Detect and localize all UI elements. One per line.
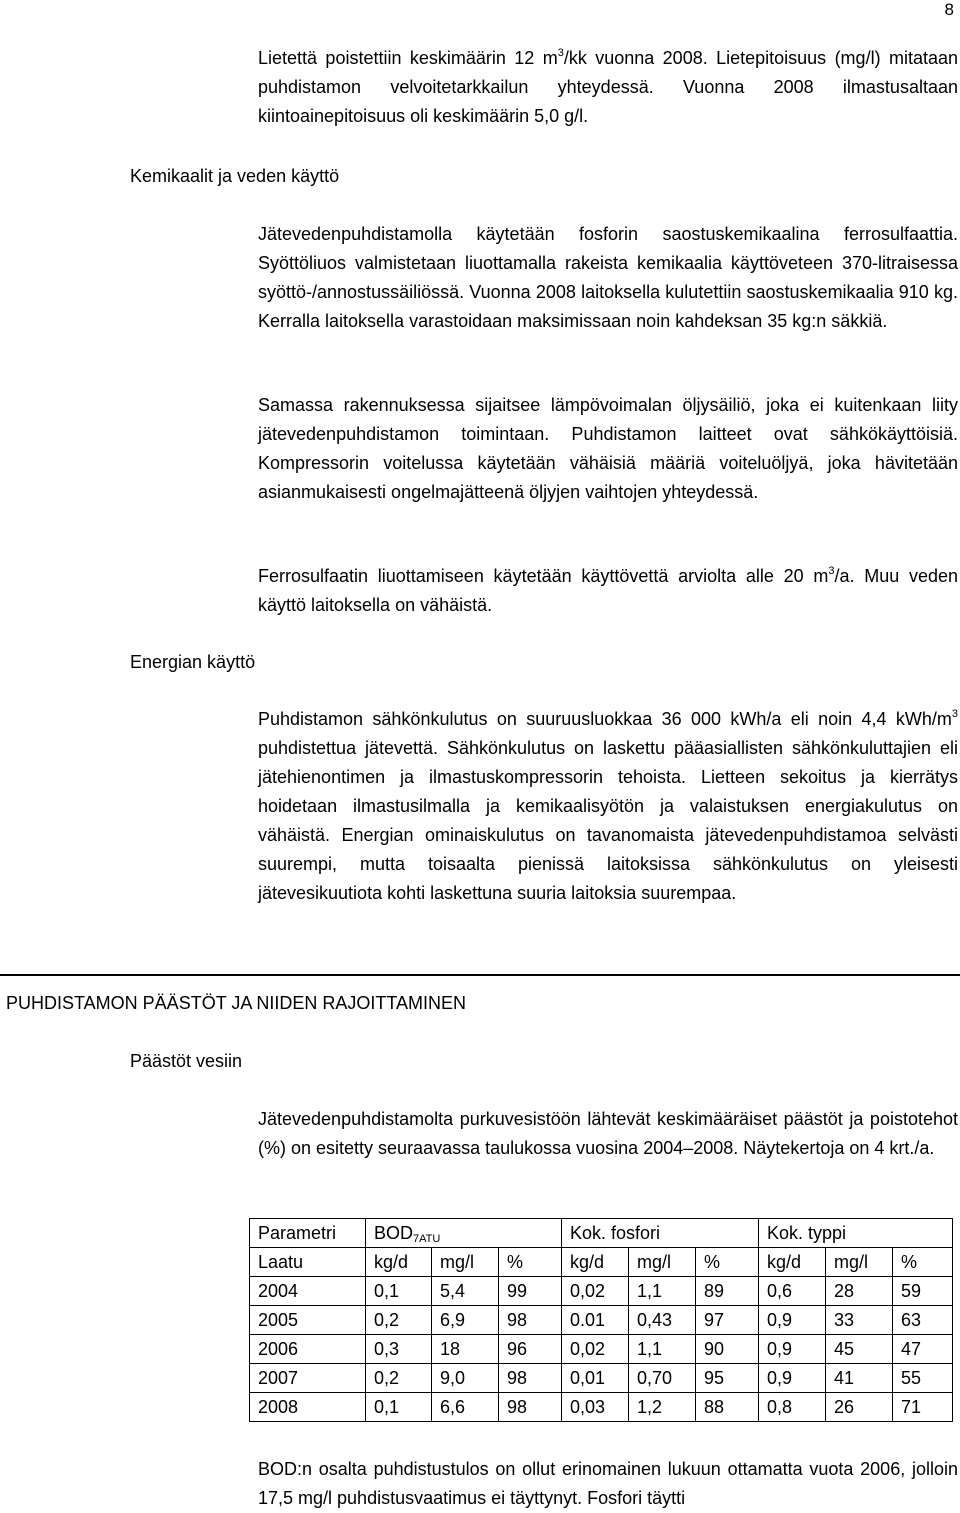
table-row bbox=[250, 1277, 953, 1306]
table-cell: 0,03 bbox=[562, 1393, 629, 1422]
table-cell: Laatu bbox=[250, 1248, 366, 1277]
table-cell: 9,0 bbox=[432, 1364, 499, 1393]
table-cell: 1,1 bbox=[629, 1277, 696, 1306]
table-row bbox=[250, 1335, 953, 1364]
chemicals-heading: Kemikaalit ja veden käyttö bbox=[130, 166, 340, 186]
table-cell: 0,43 bbox=[629, 1306, 696, 1335]
table-cell: 98 bbox=[499, 1393, 562, 1422]
table-cell: 0,6 bbox=[759, 1277, 826, 1306]
table-cell: 0,9 bbox=[759, 1335, 826, 1364]
table-cell: 0,70 bbox=[629, 1364, 696, 1393]
table-cell: 5,4 bbox=[432, 1277, 499, 1306]
table-cell: 0,9 bbox=[759, 1364, 826, 1393]
table-cell: 55 bbox=[893, 1364, 953, 1393]
table-cell: 0,2 bbox=[366, 1306, 432, 1335]
table-cell: 0,8 bbox=[759, 1393, 826, 1422]
table-cell: 99 bbox=[499, 1277, 562, 1306]
table-cell: 0,02 bbox=[562, 1277, 629, 1306]
table-cell: 28 bbox=[826, 1277, 893, 1306]
table-cell: 63 bbox=[893, 1306, 953, 1335]
chemicals-paragraph-2: Samassa rakennuksessa sijaitsee lämpövoimalan öljysäiliö, joka ei kuitenkaan liity jätevedenpuhdistamon toimintaan. Puhdistamon laitteet ovat sähkökäyttöisiä. Kompressorin voitelussa käytetään vähäisiä määriä voiteluöljyä, joka hävitetään asianmukaisesti ongelmajätteenä öljyjen vaihtojen yhteydessä. bbox=[258, 395, 958, 502]
table-cell: 71 bbox=[893, 1393, 953, 1422]
table-cell: 18 bbox=[432, 1335, 499, 1364]
header-parametri: Parametri bbox=[250, 1219, 366, 1248]
table-cell: 90 bbox=[696, 1335, 759, 1364]
table-cell: 26 bbox=[826, 1393, 893, 1422]
table-cell: mg/l bbox=[826, 1248, 893, 1277]
table-cell: % bbox=[499, 1248, 562, 1277]
table-cell: 0,02 bbox=[562, 1335, 629, 1364]
table-cell: 2004 bbox=[250, 1277, 366, 1306]
chemicals-paragraph-1: Jätevedenpuhdistamolla käytetään fosforin saostuskemikaalina ferrosulfaattia. Syöttöliuos valmistetaan liuottamalla rakeista kemikaalia käyttöveteen 370-litraisessa syöttö-/annostussäiliössä. Vuonna 2008 laitoksella kulutettiin saostuskemikaalia 910 kg. Kerralla laitoksella varastoidaan maksimissaan noin kahdeksan 35 kg:n säkkiä. bbox=[258, 224, 958, 331]
table-cell: mg/l bbox=[629, 1248, 696, 1277]
table-cell: 41 bbox=[826, 1364, 893, 1393]
table-header-row bbox=[250, 1219, 953, 1248]
table-cell: 0.01 bbox=[562, 1306, 629, 1335]
table-cell: % bbox=[696, 1248, 759, 1277]
table-cell: 0,9 bbox=[759, 1306, 826, 1335]
table-cell: 96 bbox=[499, 1335, 562, 1364]
section-divider bbox=[0, 974, 960, 976]
table-cell: 1,1 bbox=[629, 1335, 696, 1364]
chemicals-paragraph-3: Ferrosulfaatin liuottamiseen käytetään käyttövettä arviolta alle 20 $m^3/a$. Muu veden käyttö laitoksella on vähäistä. bbox=[258, 565, 958, 615]
main-heading: PUHDISTAMON PÄÄSTÖT JA NIIDEN RAJOITTAMINEN bbox=[6, 993, 467, 1013]
table-cell: 95 bbox=[696, 1364, 759, 1393]
table-cell: 0,3 bbox=[366, 1335, 432, 1364]
table-cell: kg/d bbox=[562, 1248, 629, 1277]
table-cell: 88 bbox=[696, 1393, 759, 1422]
emissions-table bbox=[249, 1218, 953, 1422]
table-cell: 2008 bbox=[250, 1393, 366, 1422]
table-cell: 6,6 bbox=[432, 1393, 499, 1422]
table-cell: 98 bbox=[499, 1364, 562, 1393]
table-cell: 33 bbox=[826, 1306, 893, 1335]
page-number: 8 bbox=[944, 0, 954, 19]
table-row bbox=[250, 1306, 953, 1335]
emissions-subheading: Päästöt vesiin bbox=[130, 1051, 243, 1071]
table-cell: 98 bbox=[499, 1306, 562, 1335]
table-row bbox=[250, 1393, 953, 1422]
table-row bbox=[250, 1364, 953, 1393]
emissions-intro: Jätevedenpuhdistamolta purkuvesistöön lähtevät keskimääräiset päästöt ja poistotehot (%) on esitetty seuraavassa taulukossa vuosina 2004–2008. Näytekertoja on 4 krt./a. bbox=[258, 1109, 958, 1158]
closing-paragraph: BOD:n osalta puhdistustulos on ollut erinomainen lukuun ottamatta vuota 2006, jolloin 17,5 mg/l puhdistusvaatimus ei täyttynyt. Fosfori täytti bbox=[258, 1459, 958, 1508]
table-cell: kg/d bbox=[366, 1248, 432, 1277]
table-cell: 2007 bbox=[250, 1364, 366, 1393]
table-cell: 0,1 bbox=[366, 1277, 432, 1306]
table-cell: 89 bbox=[696, 1277, 759, 1306]
energy-heading: Energian käyttö bbox=[130, 652, 256, 672]
sludge-paragraph: Lietettä poistettiin keskimäärin 12 $m^3/kk$ vuonna 2008. Lietepitoisuus (mg/l) mitataan puhdistamon velvoitetarkkailun yhteydessä. Vuonna 2008 ilmastusaltaan kiintoainepitoisuus oli keskimäärin 5,0 g/l. bbox=[258, 47, 958, 126]
table-unit-row bbox=[250, 1248, 953, 1277]
table-cell: 47 bbox=[893, 1335, 953, 1364]
table-cell: 59 bbox=[893, 1277, 953, 1306]
table-cell: 97 bbox=[696, 1306, 759, 1335]
table-cell: 0,2 bbox=[366, 1364, 432, 1393]
table-cell: 45 bbox=[826, 1335, 893, 1364]
table-cell: mg/l bbox=[432, 1248, 499, 1277]
energy-paragraph: Puhdistamon sähkönkulutus on suuruusluokkaa 36 000 kWh/a eli noin 4,4 kWh/$m^3$ puhdistettua jätevettä. Sähkönkulutus on laskettu pääasiallisten sähkönkuluttajien eli jätehienontimen ja ilmastuskompressorin tehoista. Lietteen sekoitus ja kierrätys hoidetaan ilmastusilmalla ja kemikaalisyötön ja valaistuksen energiakulutus on vähäistä. Energian ominaiskulutus on tavanomaista jätevedenpuhdistamoa selvästi suurempi, mutta toisaalta pienissä laitoksissa sähkönkulutus on yleisesti jätevesikuutiota kohti laskettuna suuria laitoksia suurempaa. bbox=[258, 708, 958, 903]
table-cell: kg/d bbox=[759, 1248, 826, 1277]
table-cell: 2005 bbox=[250, 1306, 366, 1335]
header-fosfori: Kok. fosfori bbox=[562, 1219, 759, 1248]
table-cell: 0,01 bbox=[562, 1364, 629, 1393]
table-cell: 1,2 bbox=[629, 1393, 696, 1422]
header-bod: $BOD_{7ATU}$ bbox=[366, 1219, 562, 1248]
table-cell: % bbox=[893, 1248, 953, 1277]
table-cell: 6,9 bbox=[432, 1306, 499, 1335]
table-cell: 2006 bbox=[250, 1335, 366, 1364]
header-typpi: Kok. typpi bbox=[759, 1219, 953, 1248]
table-cell: 0,1 bbox=[366, 1393, 432, 1422]
